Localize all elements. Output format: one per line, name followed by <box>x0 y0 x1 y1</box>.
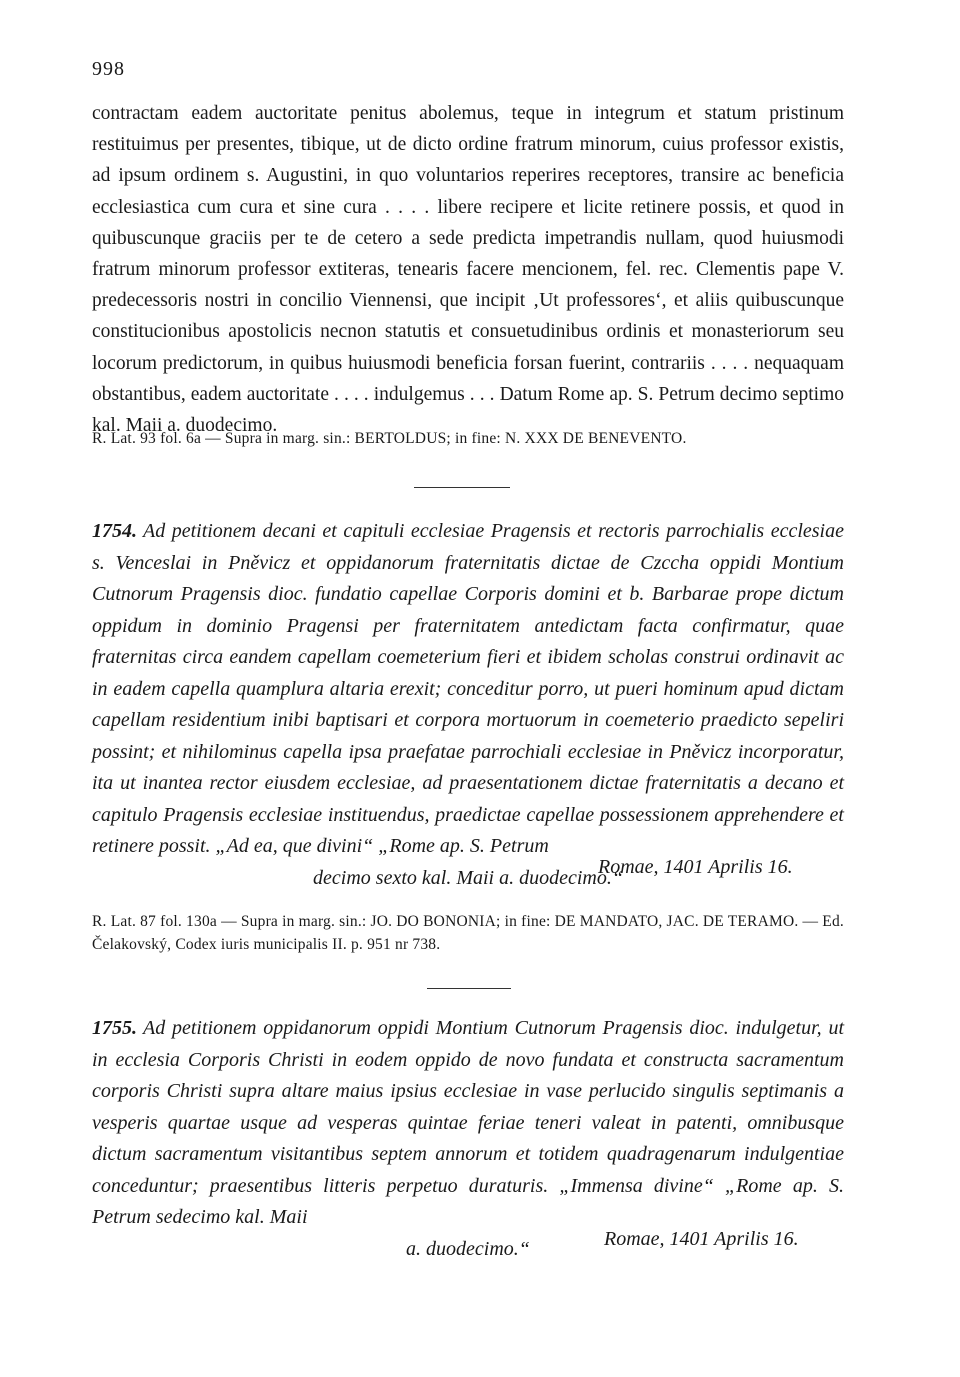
section-divider <box>427 988 511 989</box>
body-paragraph <box>92 98 844 441</box>
entry-dateline: Romae, 1401 Aprilis 16. <box>598 856 793 878</box>
entry-number: 1754. <box>92 520 137 542</box>
entry-number: 1755. <box>92 1017 137 1039</box>
entry-dateline: Romae, 1401 Aprilis 16. <box>604 1228 799 1250</box>
entry-closing: decimo sexto kal. Maii a. duodecimo.“ <box>313 866 623 889</box>
source-note: R. Lat. 93 fol. 6a — Supra in marg. sin.: BERTOLDUS; in fine: N. XXX DE BENEVENTO. <box>92 430 687 447</box>
entry-text: Ad petitionem decani et capituli ecclesiae Pragensis et rectoris parrochialis ecclesiae s. Venceslai in Pněvicz et oppidanorum fraternitatis dictae de Czccha oppidi Montium Cutnorum Pragensis dioc. fundatio capellae Corporis domini et b. Barbarae prope dictum oppidum in dominio Pragensi per fraternitatem antedictam facta confirmatur, quae fraternitas circa eandem capellam coemeterium fieri et ibidem scholas construi ordinavit ac in eadem capella quamplura altaria erexit; conceditur porro, ut pueri hominum apud dictam capellam residentium inibi baptisari et corpora mortuorum in coemeterio praedicto sepeliri possint; et nihilominus capella ipsa praefatae parrochiali ecclesiae in Pněvicz incorporatur, ita ut inantea rector eiusdem ecclesiae, ad praesentationem dictae fraternitatis a decano et capitulo Pragensis ecclesiae instituendus, praedictae capellae possessionem apprehendere et retinere possit. „Ad ea, que divini“ „Rome ap. S. Petrum <box>92 520 844 857</box>
page-number: 998 <box>92 58 125 80</box>
entry-closing: a. duodecimo.“ <box>406 1237 530 1260</box>
source-note: R. Lat. 87 fol. 130a — Supra in marg. sin.: JO. DO BONONIA; in fine: DE MANDATO, JAC. DE TERAMO. — Ed. Čelakovský, Codex iuris municipalis II. p. 951 nr 738. <box>92 913 844 953</box>
entry-text: Ad petitionem oppidanorum oppidi Montium Cutnorum Pragensis dioc. indulgetur, ut in ecclesia Corporis Christi in eodem oppido de novo fundata et constructa sacramentum corporis Christi supra altare maius ipsius ecclesiae in vase perlucido singulis septimanis a vesperis quartae usque ad vesperas quintae feriae teneri valeat in patenti, omnibusque dictum sacramentum visitantibus septem annorum et totidem quadragenarum indulgentiae conceduntur; praesentibus litteris perpetuo duraturis. „Immensa divine“ „Rome ap. S. Petrum sedecimo kal. Maii <box>92 1017 844 1228</box>
entry-1754 <box>92 516 844 894</box>
body-paragraph-text: contractam eadem auctoritate penitus abolemus, teque in integrum et statum pristinum restituimus per presentes, tibique, ut de dicto ordine fratrum minorum, cuius professor existis, ad ipsum ordinem s. Augustini, in quo voluntarios reperires receptores, transire ac beneficia ecclesiastica cum cura et sine cura . . . . libere recipere et licite retinere possis, et quod in quibuscunque graciis per te de cetero a sede predicta impetrandis nullam, quod huiusmodi fratrum minorum professor extiteras, tenearis facere mencionem, fel. rec. Clementis pape V. predecessoris nostri in concilio Viennensi, que incipit ‚Ut professores‘, et aliis quibuscunque constitucionibus apostolicis necnon statutis et consuetudinibus ordinis et monasteriorum seu locorum predictorum, in quibus huiusmodi beneficia forsan fuerint, contrariis . . . . nequaquam obstantibus, eadem auctoritate . . . . indulgemus . . . Datum Rome ap. S. Petrum decimo septimo kal. Maii a. duodecimo. <box>92 103 844 437</box>
section-divider <box>414 487 510 488</box>
